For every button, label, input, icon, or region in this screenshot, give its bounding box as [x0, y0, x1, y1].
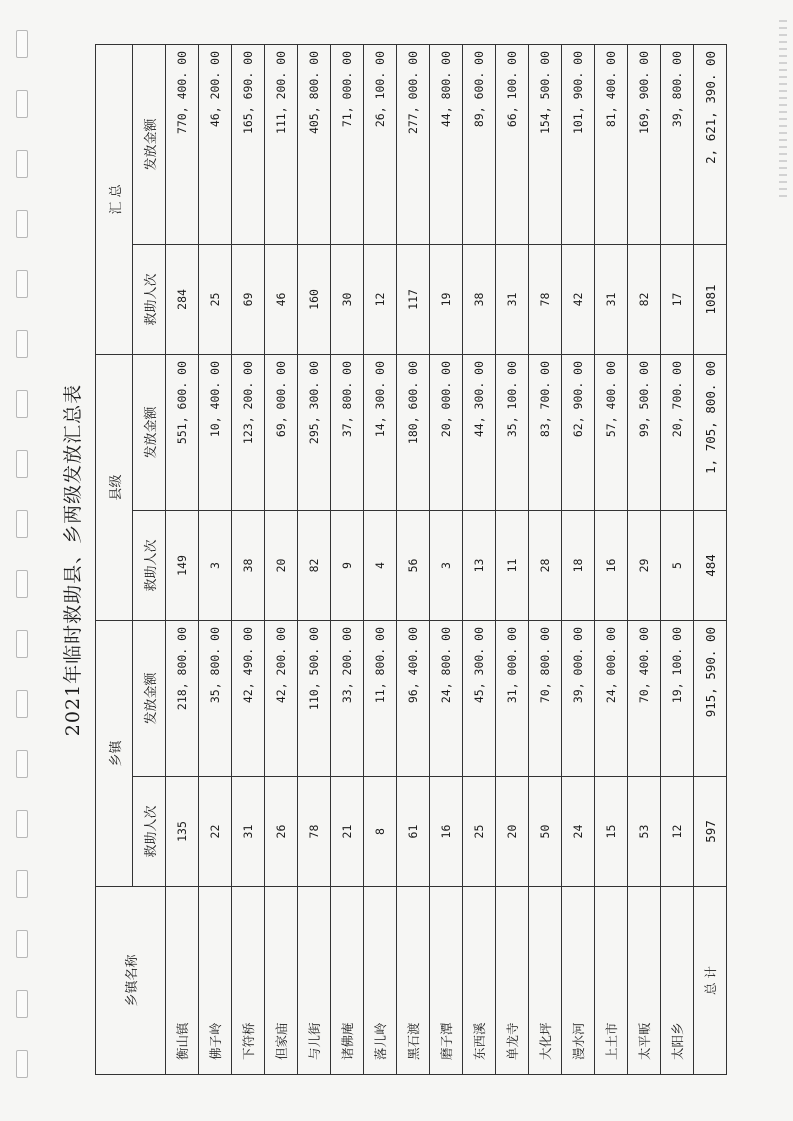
county-amount: 180, 600. 00	[397, 354, 430, 510]
township-amount: 31, 000. 00	[496, 620, 529, 776]
summary-amount: 277, 000. 00	[397, 44, 430, 244]
summary-count: 30	[331, 244, 364, 354]
township-count: 16	[430, 777, 463, 887]
township-count: 26	[265, 777, 298, 887]
summary-amount: 111, 200. 00	[265, 44, 298, 244]
county-count: 11	[496, 510, 529, 620]
county-amount: 37, 800. 00	[331, 354, 364, 510]
township-amount: 45, 300. 00	[463, 620, 496, 776]
county-amount: 57, 400. 00	[595, 354, 628, 510]
town-name: 佛子岭	[199, 887, 232, 1075]
summary-count: 46	[265, 244, 298, 354]
town-name: 落儿岭	[364, 887, 397, 1075]
county-amount: 123, 200. 00	[232, 354, 265, 510]
town-name: 单龙寺	[496, 887, 529, 1075]
county-count: 3	[199, 510, 232, 620]
township-amount: 19, 100. 00	[661, 620, 694, 776]
township-amount: 11, 800. 00	[364, 620, 397, 776]
summary-amount: 81, 400. 00	[595, 44, 628, 244]
table-row	[364, 44, 397, 1074]
township-count: 12	[661, 777, 694, 887]
summary-amount: 71, 000. 00	[331, 44, 364, 244]
county-count: 82	[298, 510, 331, 620]
township-count: 24	[562, 777, 595, 887]
binding-hole	[16, 870, 28, 898]
binding-holes	[16, 30, 36, 1090]
header-amount: 发放金额	[133, 44, 166, 244]
township-amount: 42, 200. 00	[265, 620, 298, 776]
header-count: 救助人次	[133, 777, 166, 887]
county-amount: 62, 900. 00	[562, 354, 595, 510]
county-count: 20	[265, 510, 298, 620]
county-amount: 295, 300. 00	[298, 354, 331, 510]
binding-hole	[16, 990, 28, 1018]
county-count: 149	[166, 510, 199, 620]
total-summary-count: 1081	[694, 244, 727, 354]
total-county-count: 484	[694, 510, 727, 620]
binding-hole	[16, 30, 28, 58]
scan-edge-mark	[779, 20, 787, 200]
county-count: 28	[529, 510, 562, 620]
county-amount: 69, 000. 00	[265, 354, 298, 510]
county-count: 38	[232, 510, 265, 620]
binding-hole	[16, 570, 28, 598]
summary-amount: 770, 400. 00	[166, 44, 199, 244]
binding-hole	[16, 630, 28, 658]
binding-hole	[16, 270, 28, 298]
county-amount: 10, 400. 00	[199, 354, 232, 510]
township-count: 53	[628, 777, 661, 887]
table-row	[298, 44, 331, 1074]
binding-hole	[16, 510, 28, 538]
header-town-name: 乡镇名称	[96, 887, 166, 1075]
county-count: 4	[364, 510, 397, 620]
town-name: 太阳乡	[661, 887, 694, 1075]
county-count: 13	[463, 510, 496, 620]
summary-amount: 44, 800. 00	[430, 44, 463, 244]
county-count: 16	[595, 510, 628, 620]
county-count: 29	[628, 510, 661, 620]
township-amount: 39, 000. 00	[562, 620, 595, 776]
header-summary: 汇 总	[96, 44, 133, 354]
binding-hole	[16, 810, 28, 838]
county-count: 56	[397, 510, 430, 620]
total-row	[694, 44, 727, 1074]
county-amount: 44, 300. 00	[463, 354, 496, 510]
total-township-amount: 915, 590. 00	[694, 620, 727, 776]
table-row	[265, 44, 298, 1074]
summary-amount: 169, 900. 00	[628, 44, 661, 244]
binding-hole	[16, 330, 28, 358]
town-name: 下符桥	[232, 887, 265, 1075]
township-amount: 218, 800. 00	[166, 620, 199, 776]
summary-count: 42	[562, 244, 595, 354]
total-township-count: 597	[694, 777, 727, 887]
county-amount: 551, 600. 00	[166, 354, 199, 510]
township-amount: 24, 800. 00	[430, 620, 463, 776]
summary-amount: 405, 800. 00	[298, 44, 331, 244]
township-count: 61	[397, 777, 430, 887]
county-amount: 99, 500. 00	[628, 354, 661, 510]
table-row	[232, 44, 265, 1074]
binding-hole	[16, 690, 28, 718]
summary-count: 19	[430, 244, 463, 354]
county-count: 5	[661, 510, 694, 620]
town-name: 与儿街	[298, 887, 331, 1075]
summary-amount: 165, 690. 00	[232, 44, 265, 244]
header-amount: 发放金额	[133, 354, 166, 510]
town-name: 漫水河	[562, 887, 595, 1075]
binding-hole	[16, 1050, 28, 1078]
summary-amount: 89, 600. 00	[463, 44, 496, 244]
summary-amount: 66, 100. 00	[496, 44, 529, 244]
summary-amount: 101, 900. 00	[562, 44, 595, 244]
town-name: 上土市	[595, 887, 628, 1075]
township-count: 21	[331, 777, 364, 887]
table-row	[397, 44, 430, 1074]
total-label: 总 计	[694, 887, 727, 1075]
county-count: 18	[562, 510, 595, 620]
table-row	[529, 44, 562, 1074]
township-count: 31	[232, 777, 265, 887]
document-title: 2021年临时救助县、乡两级发放汇总表	[62, 383, 84, 737]
binding-hole	[16, 930, 28, 958]
summary-count: 31	[595, 244, 628, 354]
summary-count: 69	[232, 244, 265, 354]
binding-hole	[16, 150, 28, 178]
town-name: 黑石渡	[397, 887, 430, 1075]
table-row	[496, 44, 529, 1074]
table-row	[331, 44, 364, 1074]
township-count: 135	[166, 777, 199, 887]
rotated-document	[51, 45, 741, 1075]
summary-count: 31	[496, 244, 529, 354]
town-name: 诸佛庵	[331, 887, 364, 1075]
town-name: 太平畈	[628, 887, 661, 1075]
header-township-level: 乡镇	[96, 620, 133, 886]
summary-count: 17	[661, 244, 694, 354]
township-count: 50	[529, 777, 562, 887]
township-count: 25	[463, 777, 496, 887]
town-name: 衡山镇	[166, 887, 199, 1075]
summary-count: 25	[199, 244, 232, 354]
town-name: 东西溪	[463, 887, 496, 1075]
township-amount: 24, 000. 00	[595, 620, 628, 776]
summary-count: 284	[166, 244, 199, 354]
table-row	[463, 44, 496, 1074]
summary-count: 12	[364, 244, 397, 354]
county-amount: 35, 100. 00	[496, 354, 529, 510]
table-row	[166, 44, 199, 1074]
county-amount: 20, 000. 00	[430, 354, 463, 510]
township-amount: 33, 200. 00	[331, 620, 364, 776]
township-amount: 70, 800. 00	[529, 620, 562, 776]
header-county-level: 县级	[96, 354, 133, 620]
summary-count: 78	[529, 244, 562, 354]
total-summary-amount: 2, 621, 390. 00	[694, 44, 727, 244]
county-count: 9	[331, 510, 364, 620]
summary-amount: 26, 100. 00	[364, 44, 397, 244]
summary-count: 38	[463, 244, 496, 354]
header-count: 救助人次	[133, 244, 166, 354]
township-count: 8	[364, 777, 397, 887]
binding-hole	[16, 90, 28, 118]
summary-count: 117	[397, 244, 430, 354]
summary-amount: 46, 200. 00	[199, 44, 232, 244]
township-amount: 96, 400. 00	[397, 620, 430, 776]
town-name: 但家庙	[265, 887, 298, 1075]
summary-amount: 39, 800. 00	[661, 44, 694, 244]
township-count: 22	[199, 777, 232, 887]
township-amount: 110, 500. 00	[298, 620, 331, 776]
summary-amount: 154, 500. 00	[529, 44, 562, 244]
county-amount: 14, 300. 00	[364, 354, 397, 510]
township-amount: 70, 400. 00	[628, 620, 661, 776]
township-amount: 35, 800. 00	[199, 620, 232, 776]
town-name: 大化坪	[529, 887, 562, 1075]
header-amount: 发放金额	[133, 620, 166, 776]
township-count: 78	[298, 777, 331, 887]
binding-hole	[16, 210, 28, 238]
binding-hole	[16, 450, 28, 478]
township-count: 15	[595, 777, 628, 887]
total-county-amount: 1, 705, 800. 00	[694, 354, 727, 510]
table-row	[430, 44, 463, 1074]
table-row	[628, 44, 661, 1074]
summary-count: 82	[628, 244, 661, 354]
summary-count: 160	[298, 244, 331, 354]
township-amount: 42, 490. 00	[232, 620, 265, 776]
county-amount: 83, 700. 00	[529, 354, 562, 510]
county-count: 3	[430, 510, 463, 620]
table-row	[199, 44, 232, 1074]
town-name: 磨子潭	[430, 887, 463, 1075]
header-count: 救助人次	[133, 510, 166, 620]
table-row	[595, 44, 628, 1074]
binding-hole	[16, 750, 28, 778]
binding-hole	[16, 390, 28, 418]
table-row	[661, 44, 694, 1074]
township-count: 20	[496, 777, 529, 887]
summary-table	[95, 44, 727, 1075]
table-row	[562, 44, 595, 1074]
county-amount: 20, 700. 00	[661, 354, 694, 510]
